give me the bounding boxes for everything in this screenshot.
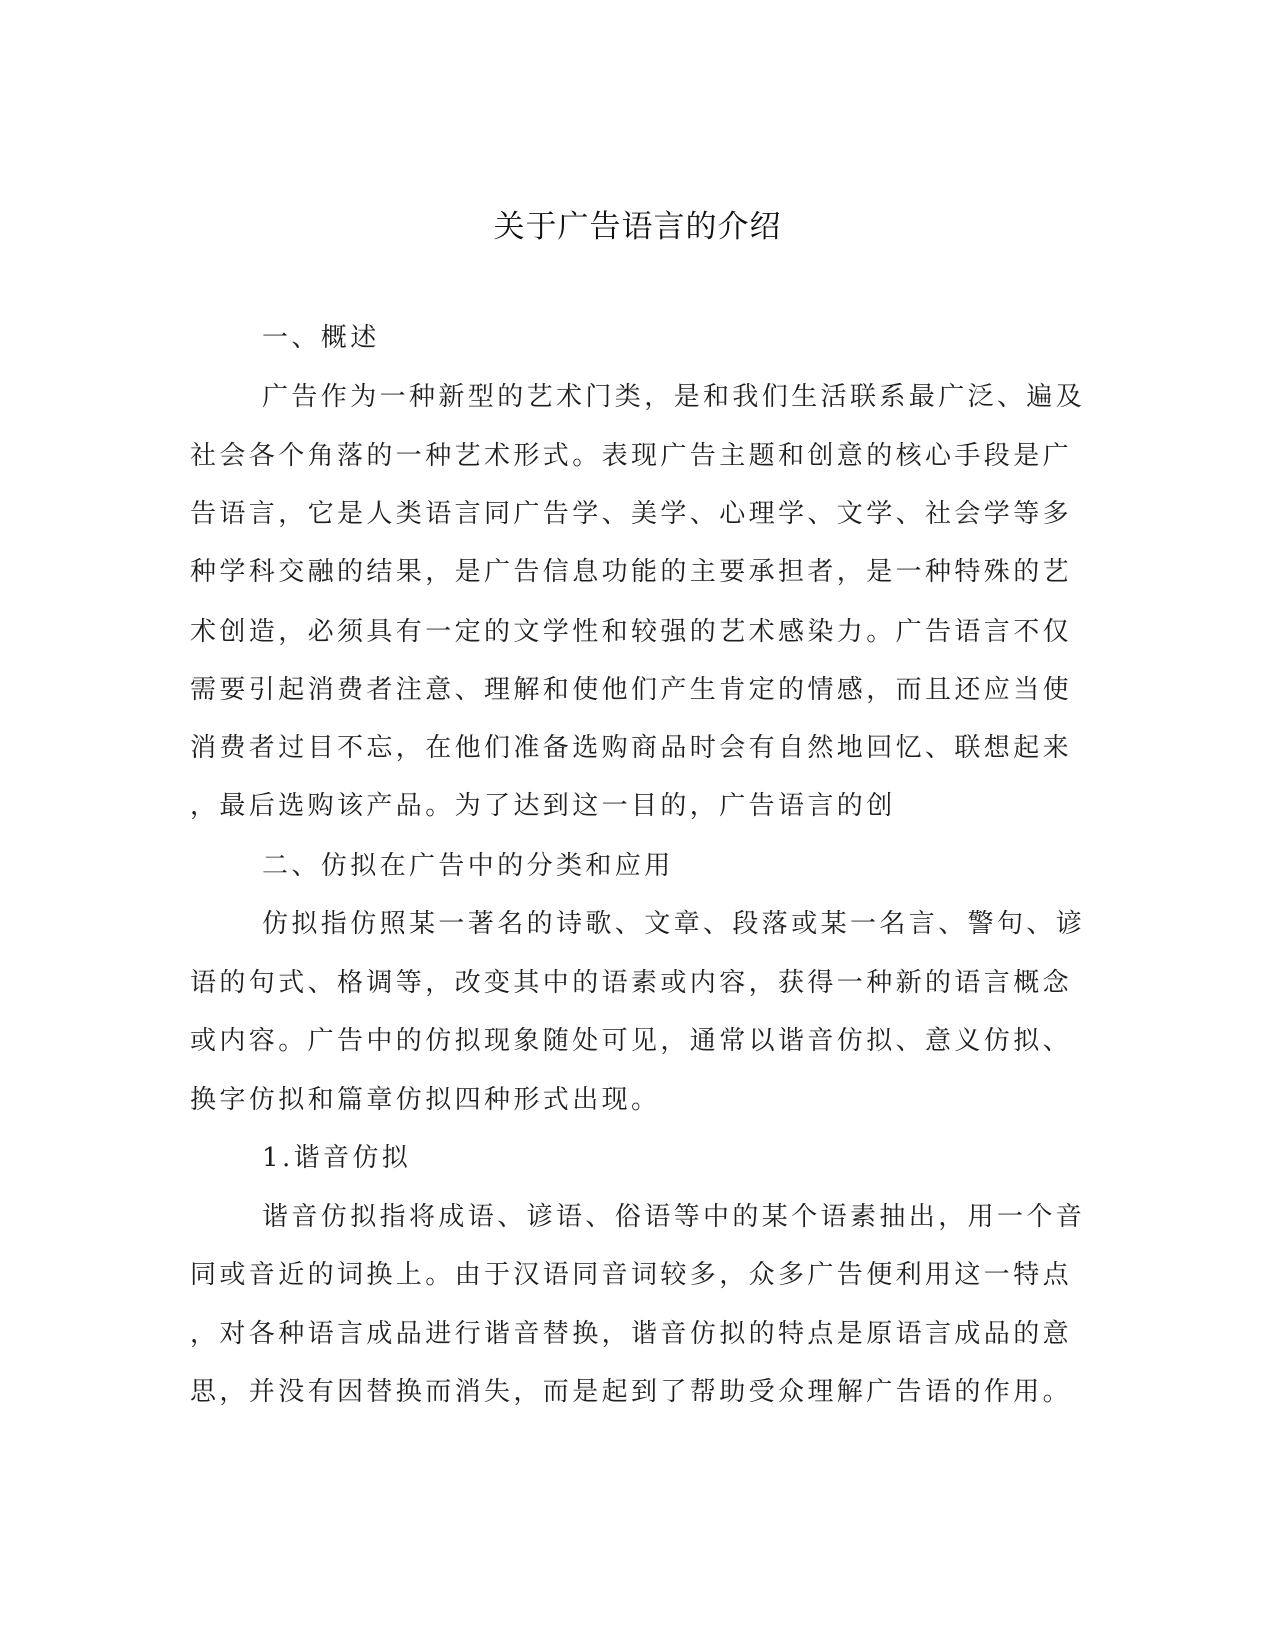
paragraph-line: 需要引起消费者注意、理解和使他们产生肯定的情感，而且还应当使: [190, 675, 1073, 705]
paragraph-line: 或内容。广告中的仿拟现象随处可见，通常以谐音仿拟、意义仿拟、: [190, 1026, 1073, 1056]
paragraph-line: 同或音近的词换上。由于汉语同音词较多，众多广告便利用这一特点: [190, 1260, 1073, 1290]
paragraph-line: 谐音仿拟指将成语、谚语、俗语等中的某个语素抽出，用一个音: [262, 1202, 1086, 1232]
paragraph-line: 社会各个角落的一种艺术形式。表现广告主题和创意的核心手段是广: [190, 441, 1073, 471]
paragraph-line: 术创造，必须具有一定的文学性和较强的艺术感染力。广告语言不仅: [190, 617, 1073, 647]
paragraph-line: 语的句式、格调等，改变其中的语素或内容，获得一种新的语言概念: [190, 968, 1073, 998]
paragraph-line: 消费者过目不忘，在他们准备选购商品时会有自然地回忆、联想起来: [190, 733, 1073, 763]
paragraph-line: 仿拟指仿照某一著名的诗歌、文章、段落或某一名言、警句、谚: [262, 909, 1086, 939]
paragraph-line: 告语言，它是人类语言同广告学、美学、心理学、文学、社会学等多: [190, 499, 1073, 529]
paragraph-line: 换字仿拟和篇章仿拟四种形式出现。: [190, 1085, 661, 1115]
paragraph-line: 广告作为一种新型的艺术门类，是和我们生活联系最广泛、遍及: [262, 382, 1086, 412]
paragraph-line: 思，并没有因替换而消失，而是起到了帮助受众理解广告语的作用。: [190, 1377, 1073, 1407]
section-heading-overview: 一、概述: [262, 323, 380, 353]
paragraph-line: ，最后选购该产品。为了达到这一目的，广告语言的创: [190, 791, 896, 821]
subsection-heading-homophone: 1.谐音仿拟: [262, 1143, 412, 1173]
paragraph-line: 种学科交融的结果，是广告信息功能的主要承担者，是一种特殊的艺: [190, 557, 1073, 587]
page-title: 关于广告语言的介绍: [493, 209, 782, 245]
paragraph-line: ，对各种语言成品进行谐音替换，谐音仿拟的特点是原语言成品的意: [190, 1319, 1073, 1349]
section-heading-parody: 二、仿拟在广告中的分类和应用: [262, 851, 674, 881]
